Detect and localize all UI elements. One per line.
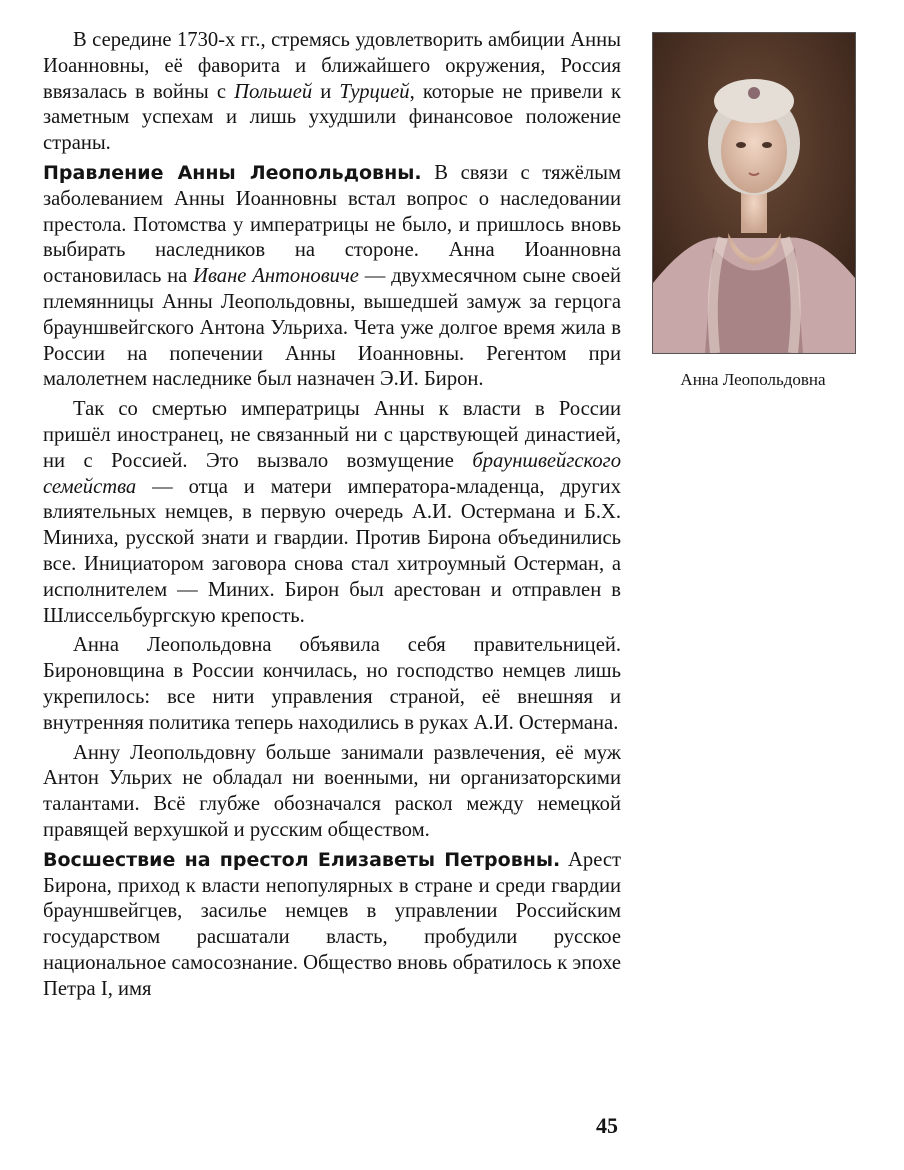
main-text — [43, 28, 621, 1006]
paragraph — [43, 161, 621, 393]
text-run: , которые не привели к заметным успехам и лишь ухудшили финансовое положение страны. — [43, 80, 621, 155]
paragraph — [43, 741, 621, 844]
figure-caption: Анна Леопольдовна — [680, 370, 826, 389]
paragraph — [43, 633, 621, 736]
text-run: — отца и матери императора-младенца, других влиятельных немцев, в первую очередь А.И. Остермана и Б.Х. Миниха, русской знати и гвардии. Против Бирона объединились все. Инициатором заговора снова стал хитроумный Остерман, а исполнителем — Миних. Бирон был арестован и отправлен в Шлиссельбургскую крепость. — [43, 475, 621, 627]
text-run: В середине 1730-х гг., стремясь удовлетворить амбиции Анны Иоанновны, её фаворита и ближайшего окружения, Россия ввязалась в войны с — [43, 29, 621, 103]
section-heading: Восшествие на престол Елизаветы Петровны. — [43, 848, 561, 871]
text-run: Так со смертью императрицы Анны к власти в России пришёл иностранец, не связанный ни с царствующей династией, ни с Россией. Это вызвало возмущение — [43, 398, 621, 472]
italic-term: Турцией — [339, 80, 410, 103]
text-run: Арест Бирона, приход к власти непопулярных в стране и среди гвардии брауншвейгцев, засилье немцев в управлении Российским государством расшатали власть, пробудили русское национальное самосознание. Общество вновь обратилось к эпохе Петра I, имя — [43, 848, 621, 1000]
italic-term: брауншвейгского семейства — [43, 449, 621, 498]
text-run: — двухмесячном сыне своей племянницы Анны Леопольдовны, вышедшей замуж за герцога брауншвейгского Антона Ульриха. Чета уже долгое время жила в России на попечении Анны Иоанновны. Регентом при малолетнем наследнике был назначен Э.И. Бирон. — [43, 265, 622, 391]
paragraph — [43, 848, 621, 1003]
text-run: Анна Леопольдовна объявила себя правительницей. Бироновщина в России кончилась, но господство немцев лишь укрепилось: все нити управления страной, её внешняя и внутренняя политика теперь находились в руках А.И. Остермана. — [43, 634, 621, 734]
portrait-image — [652, 32, 856, 354]
italic-term: Польшей — [234, 80, 313, 103]
paragraph — [43, 28, 621, 157]
paragraph — [43, 397, 621, 629]
text-run: Анну Леопольдовну больше занимали развлечения, её муж Антон Ульрих не обладал ни военными, ни организаторскими талантами. Всё глубже обозначался раскол между немецкой правящей верхушкой и русским обществом. — [43, 741, 621, 841]
text-run: и — [312, 80, 340, 103]
page-number: 45 — [596, 1113, 618, 1138]
section-heading: Правление Анны Леопольдовны. — [43, 161, 422, 184]
italic-term: Иване Антоновиче — [193, 265, 359, 288]
portrait-painting — [653, 33, 855, 353]
text-run: В связи с тяжёлым заболеванием Анны Иоанновны встал вопрос о наследовании престола. Потомства у императрицы не было, и пришлось вновь выбирать наследников на стороне. Анна Иоанновна остановилась на — [43, 161, 621, 288]
